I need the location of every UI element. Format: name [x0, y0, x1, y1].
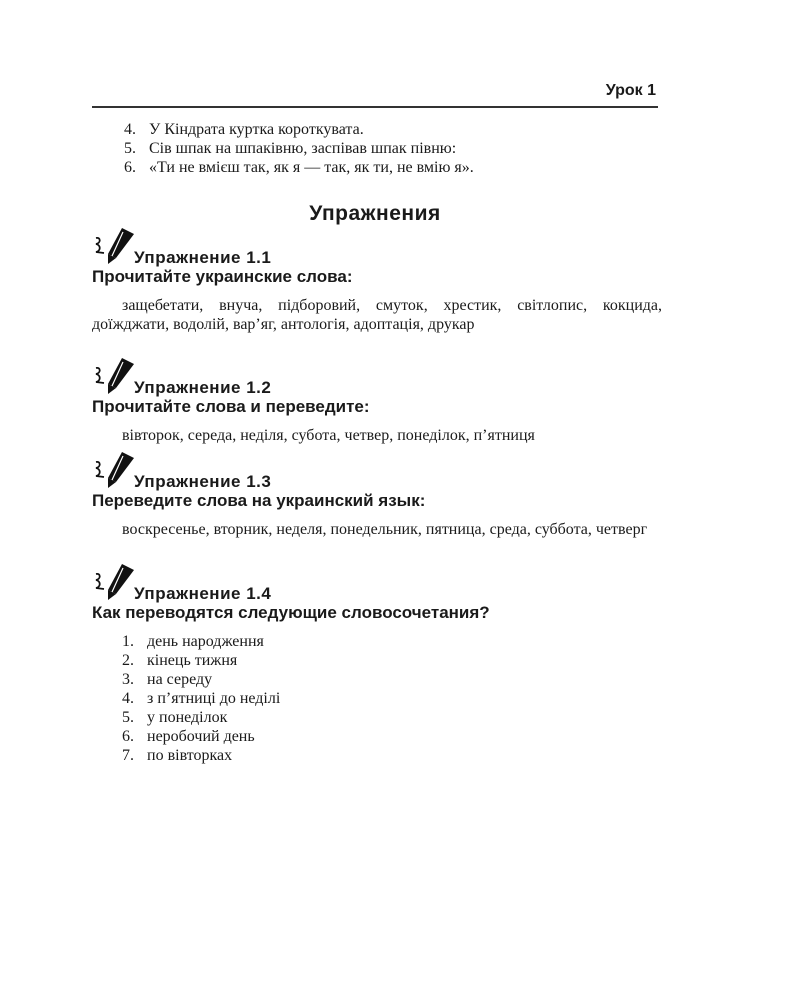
exercise-1-1: [92, 238, 662, 334]
list-item: [124, 120, 664, 139]
exercise-task: Переведите слова на украинский язык:: [92, 491, 426, 510]
exercise-list: [122, 632, 662, 765]
exercise-1-4: [92, 574, 662, 765]
list-item-number: 5.: [122, 709, 134, 726]
list-item-text: по вівторках: [147, 747, 233, 764]
exercise-task: Как переводятся следующие словосочетания?: [92, 603, 490, 622]
list-item: [122, 670, 662, 689]
list-item-number: 6.: [122, 728, 134, 745]
exercise-1-2: [92, 368, 662, 445]
list-item: [122, 727, 662, 746]
list-item-text: кінець тижня: [147, 652, 238, 669]
list-item-number: 2.: [122, 652, 134, 669]
list-item-number: 5.: [124, 140, 136, 157]
list-item-text: день народження: [147, 633, 264, 650]
list-item-number: 4.: [122, 690, 134, 707]
list-item: [122, 689, 662, 708]
list-item: [122, 708, 662, 727]
pen-writing-icon: [92, 228, 136, 268]
list-item-text: «Ти не вмієш так, як я — так, як ти, не вмію я».: [149, 159, 474, 176]
list-item: [124, 158, 664, 177]
list-item: [122, 651, 662, 670]
exercise-body: вівторок, середа, неділя, субота, четвер, понеділок, п’ятниця: [122, 427, 535, 444]
section-title: Упражнения: [309, 202, 441, 225]
exercise-title: Упражнение 1.1: [134, 248, 272, 267]
pen-writing-icon: [92, 564, 136, 604]
list-item-number: 1.: [122, 633, 134, 650]
list-item: [124, 139, 664, 158]
lesson-label: Урок 1: [605, 82, 656, 99]
list-item-number: 6.: [124, 159, 136, 176]
continued-list: [124, 120, 664, 177]
exercise-body: воскресенье, вторник, неделя, понедельник, пятница, среда, суббота, четверг: [122, 521, 648, 538]
exercise-body: защебетати, внуча, підборовий, смуток, хрестик, світлопис, кокцида, доїжджати, водолій, вар’яг, антологія, адоптація, друкар: [92, 297, 662, 333]
page-header: [92, 82, 658, 108]
exercise-1-3: [92, 462, 662, 539]
list-item-text: у понеділок: [147, 709, 228, 726]
list-item: [122, 632, 662, 651]
exercise-task: Прочитайте украинские слова:: [92, 267, 353, 286]
exercise-title: Упражнение 1.2: [134, 378, 272, 397]
list-item-text: на середу: [147, 671, 213, 688]
list-item-number: 4.: [124, 121, 136, 138]
exercise-title: Упражнение 1.3: [134, 472, 272, 491]
list-item-text: неробочий день: [147, 728, 255, 745]
list-item-text: У Кіндрата куртка короткувата.: [149, 121, 364, 138]
list-item-text: з п’ятниці до неділі: [147, 690, 281, 707]
list-item-text: Сів шпак на шпаківню, заспівав шпак півню:: [149, 140, 457, 157]
pen-writing-icon: [92, 358, 136, 398]
pen-writing-icon: [92, 452, 136, 492]
list-item: [122, 746, 662, 765]
exercise-title: Упражнение 1.4: [134, 584, 272, 603]
list-item-number: 7.: [122, 747, 134, 764]
list-item-number: 3.: [122, 671, 134, 688]
exercise-task: Прочитайте слова и переведите:: [92, 397, 370, 416]
